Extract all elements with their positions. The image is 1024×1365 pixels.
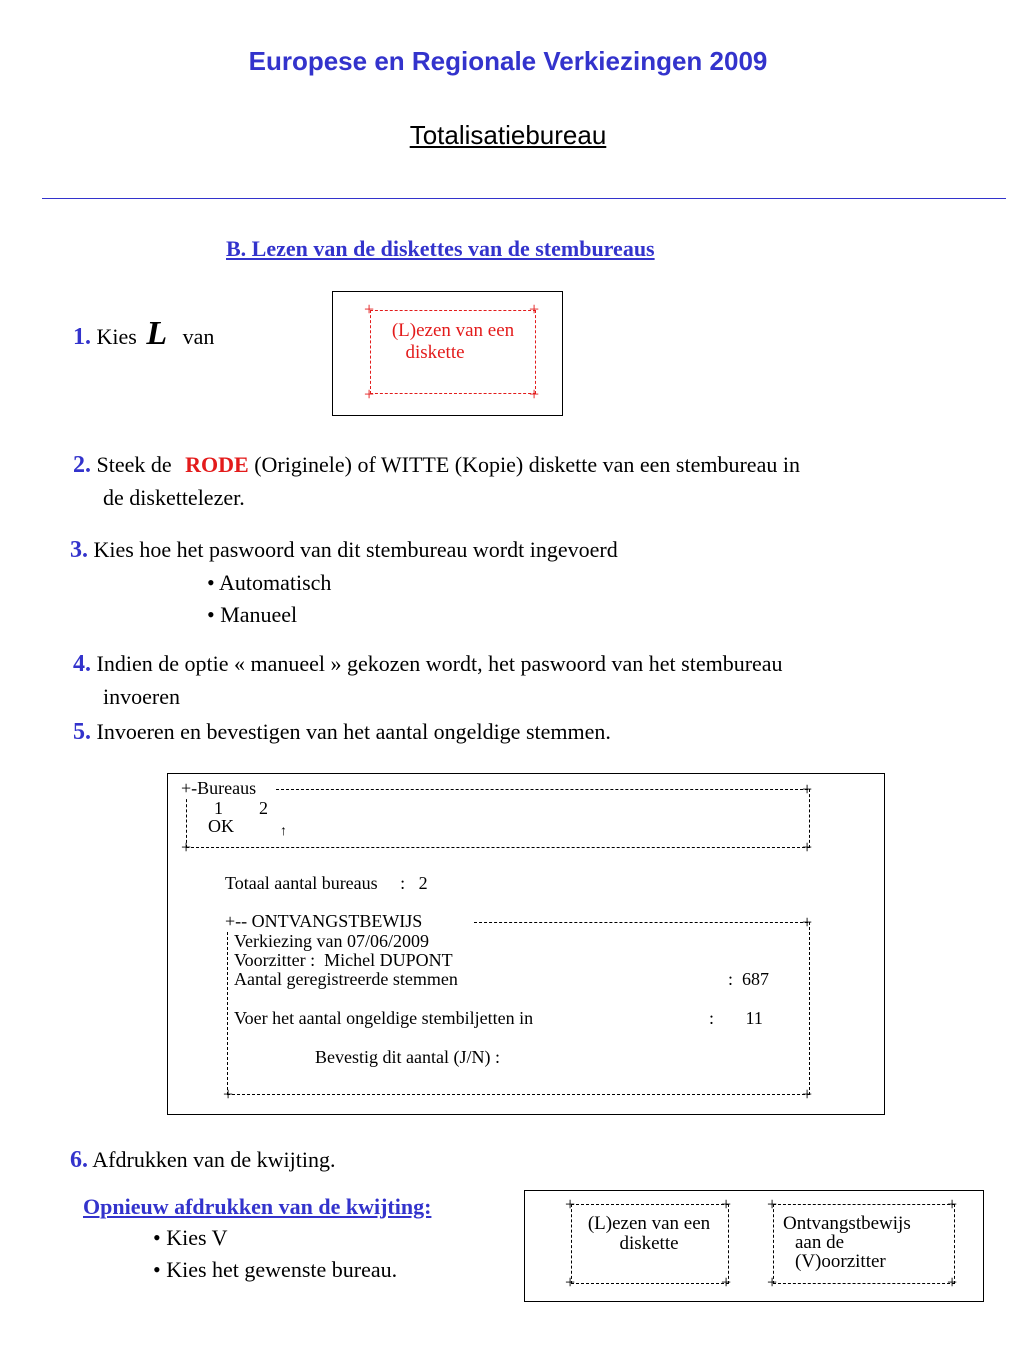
step-number: 6. [70,1147,88,1173]
invalid-votes-label: Voer het aantal ongeldige stembiljetten in [234,1008,534,1028]
step-number: 4. [73,651,91,677]
step-text: Afdrukken van de kwijting. [92,1147,336,1172]
key-letter: L [146,315,168,352]
step-6 [70,1144,335,1176]
reprint-title: Opnieuw afdrukken van de kwijting: [83,1194,432,1219]
step-text: Kies [96,324,137,349]
registered-votes-value: : 687 [728,969,770,989]
menu-box [332,291,563,416]
page-title: Europese en Regionale Verkiezingen 2009 [248,46,768,76]
step-text: (Originele) of WITTE (Kopie) diskette van een stembureau in [254,452,800,477]
bureaus-top-rule [276,789,808,790]
reprint-item: • Kies het gewenste bureau. [153,1257,398,1282]
menu-option-label: (L)ezen van een [587,1213,711,1234]
chairman: Voorzitter : Michel DUPONT [234,950,453,970]
corner-mark: + [721,1272,732,1292]
step-4 [73,648,783,680]
menu-option-label: (L)ezen van een [391,320,515,341]
invalid-votes-input[interactable]: : 11 [709,1008,763,1028]
step-3 [70,534,618,566]
section-title: B. Lezen van de diskettes van de stembureaus [226,236,655,261]
corner-mark: + [364,299,375,319]
highlight-red: RODE [185,452,249,477]
corner-mark: + [947,1272,958,1292]
page-subtitle: Totalisatiebureau [409,120,607,150]
election-date: Verkiezing van 07/06/2009 [234,931,429,951]
corner-mark: + [529,384,540,404]
step-text: Invoeren en bevestigen van het aantal ongeldige stemmen. [96,719,611,744]
receipt-header: +-- ONTVANGSTBEWIJS [225,911,423,931]
step-text: Steek de [96,452,172,477]
total-bureaus: Totaal aantal bureaus : 2 [225,873,428,893]
bureau-numbers: 1 2 [214,798,268,818]
reprint-item: • Kies V [153,1225,228,1250]
header-divider [42,198,1006,199]
corner-mark: + [529,299,540,319]
step-text: van [182,324,215,349]
bureau-status[interactable]: OK [208,816,234,836]
step-number: 2. [73,452,91,478]
option-automatic: • Automatisch [207,570,332,595]
step-number: 3. [70,537,88,563]
menu-box-2 [524,1190,984,1302]
menu-option-label: aan de [795,1232,845,1253]
screen-panel [167,773,885,1115]
step-1 [73,315,215,353]
step-text: Kies hoe het paswoord van dit stembureau wordt ingevoerd [93,537,618,562]
menu-option-read-disk[interactable] [571,1214,727,1254]
menu-option-label: Ontvangstbewijs [783,1213,911,1234]
corner-mark: + [565,1194,576,1214]
bureaus-header: +-Bureaus [181,778,257,798]
corner-mark: + [223,1084,234,1104]
step-2-continued: de diskettelezer. [103,485,245,510]
menu-option-label: diskette [405,342,465,363]
corner-mark: + [181,837,192,857]
corner-mark: + [767,1194,778,1214]
cursor-arrow-icon: ↑ [280,824,287,839]
corner-mark: + [947,1194,958,1214]
option-manual: • Manueel [207,602,298,627]
corner-mark: + [767,1272,778,1292]
corner-mark: + [364,384,375,404]
receipt-top-rule [474,922,808,923]
corner-mark: + [802,1084,813,1104]
step-2 [73,449,800,481]
corner-mark: + [802,779,813,799]
menu-option-read-disk[interactable] [379,320,527,364]
corner-mark: + [565,1272,576,1292]
corner-mark: + [802,837,813,857]
step-number: 5. [73,719,91,745]
corner-mark: + [802,912,813,932]
menu-option-label: diskette [619,1233,679,1254]
confirm-prompt[interactable]: Bevestig dit aantal (J/N) : [315,1047,500,1067]
menu-option-label: (V)oorzitter [795,1251,886,1272]
corner-mark: + [721,1194,732,1214]
step-4-continued: invoeren [103,684,180,709]
step-number: 1. [73,324,91,350]
step-5 [73,716,611,748]
step-text: Indien de optie « manueel » gekozen wordt, het paswoord van het stembureau [96,651,783,676]
registered-votes-label: Aantal geregistreerde stemmen [234,969,458,989]
menu-option-receipt-chair[interactable] [783,1214,949,1271]
